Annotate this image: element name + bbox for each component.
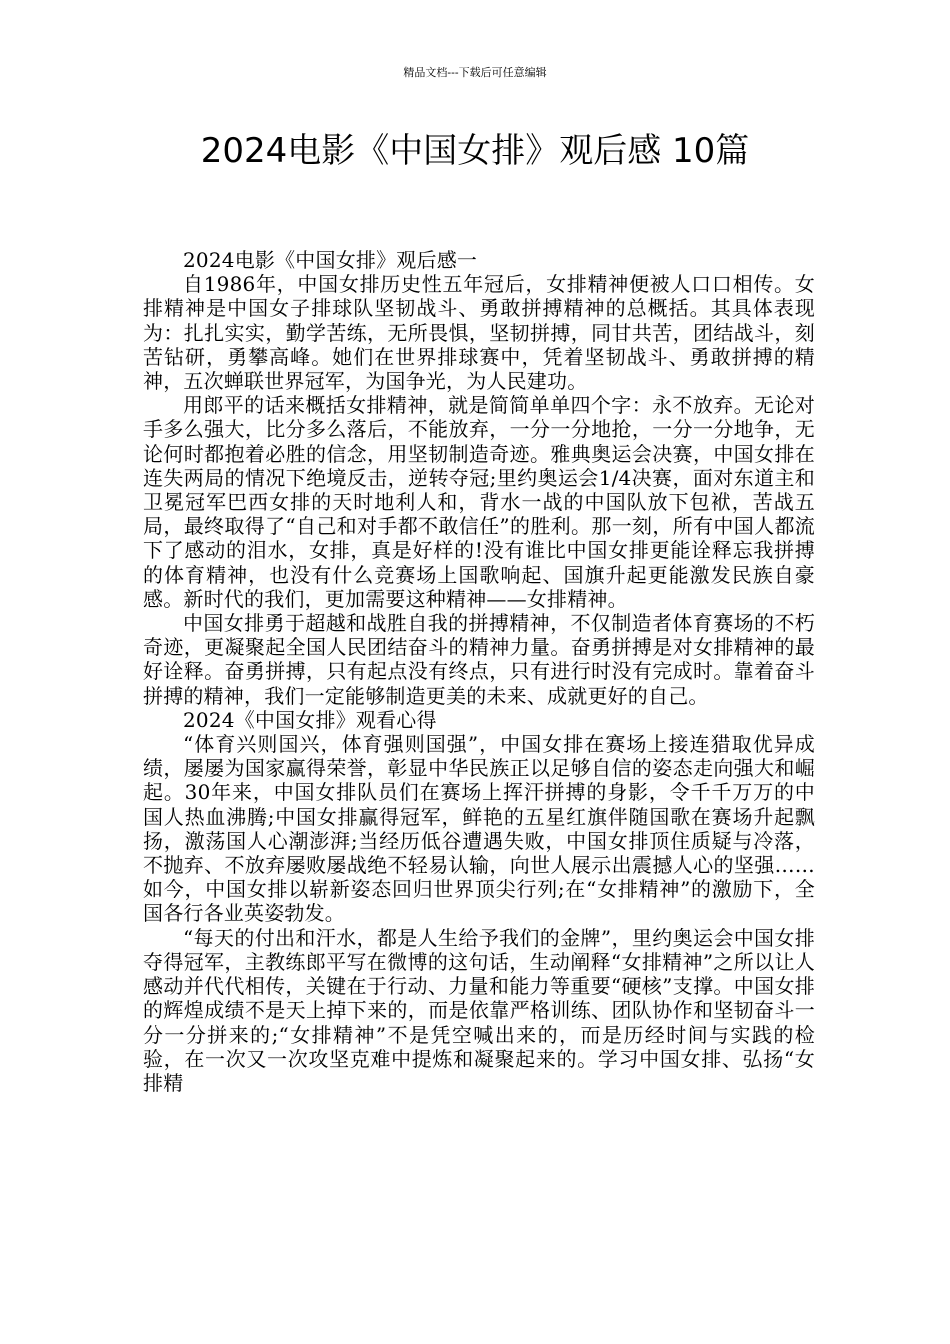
body-paragraph: 自1986年，中国女排历史性五年冠后，女排精神便被人口口相传。女排精神是中国女子排球队坚韧战斗、勇敢拼搏精神的总概括。其具体表现为：扎扎实实，勤学苦练，无所畏惧，坚韧拼搏，同甘共苦，团结战斗，刻苦钻研，勇攀高峰。她们在世界排球赛中，凭着坚韧战斗、勇敢拼搏的精神，五次蝉联世界冠军，为国争光，为人民建功。: [143, 272, 815, 394]
section-heading-1: 2024电影《中国女排》观后感一: [183, 248, 478, 272]
body-paragraph: “每天的付出和汗水，都是人生给予我们的金牌”，里约奥运会中国女排夺得冠军，主教练郎平写在微博的这句话，生动阐释“女排精神”之所以让人感动并代代相传，关键在于行动、力量和能力等重要“硬核”支撑。中国女排的辉煌成绩不是天上掉下来的，而是依靠严格训练、团队协作和坚韧奋斗一分一分拼来的;“女排精神”不是凭空喊出来的，而是历经时间与实践的检验，在一次又一次攻坚克难中提炼和凝聚起来的。学习中国女排、弘扬“女排精: [143, 925, 815, 1095]
body-paragraph: 中国女排勇于超越和战胜自我的拼搏精神，不仅制造者体育赛场的不朽奇迹，更凝聚起全国人民团结奋斗的精神力量。奋勇拼搏是对女排精神的最好诠释。奋勇拼搏，只有起点没有终点，只有进行时没有完成时。靠着奋斗拼搏的精神，我们一定能够制造更美的未来、成就更好的自己。: [143, 611, 815, 708]
page-header-note: 精品文档---下载后可任意编辑: [403, 66, 547, 79]
body-paragraph: “体育兴则国兴，体育强则国强”，中国女排在赛场上接连猎取优异成绩，屡屡为国家赢得荣誉，彰显中华民族正以足够自信的姿态走向强大和崛起。30年来，中国女排队员们在赛场上挥汗拼搏的身影，令千千万万的中国人热血沸腾;中国女排赢得冠军，鲜艳的五星红旗伴随国歌在赛场升起飘扬，激荡国人心潮澎湃;当经历低谷遭遇失败，中国女排顶住质疑与冷落，不抛弃、不放弃屡败屡战绝不轻易认输，向世人展示出震撼人心的坚强……如今，中国女排以崭新姿态回归世界顶尖行列;在“女排精神”的激励下，全国各行各业英姿勃发。: [143, 732, 815, 926]
section-heading-2: 2024《中国女排》观看心得: [183, 707, 437, 732]
document-title: 2024电影《中国女排》观后感 10篇: [200, 131, 750, 171]
document-body: [143, 248, 815, 1095]
body-paragraph: 用郎平的话来概括女排精神，就是简简单单四个字：永不放弃。无论对手多么强大，比分多么落后，不能放弃，一分一分地抢，一分一分地争，无论何时都抱着必胜的信念，用坚韧制造奇迹。雅典奥运会决赛，中国女排在连失两局的情况下绝境反击，逆转夺冠;里约奥运会1/4决赛，面对东道主和卫冕冠军巴西女排的天时地利人和，背水一战的中国队放下包袱，苦战五局，最终取得了“自己和对手都不敢信任”的胜利。那一刻，所有中国人都流下了感动的泪水，女排，真是好样的!没有谁比中国女排更能诠释忘我拼搏的体育精神，也没有什么竞赛场上国歌响起、国旗升起更能激发民族自豪感。新时代的我们，更加需要这种精神——女排精神。: [143, 393, 815, 611]
